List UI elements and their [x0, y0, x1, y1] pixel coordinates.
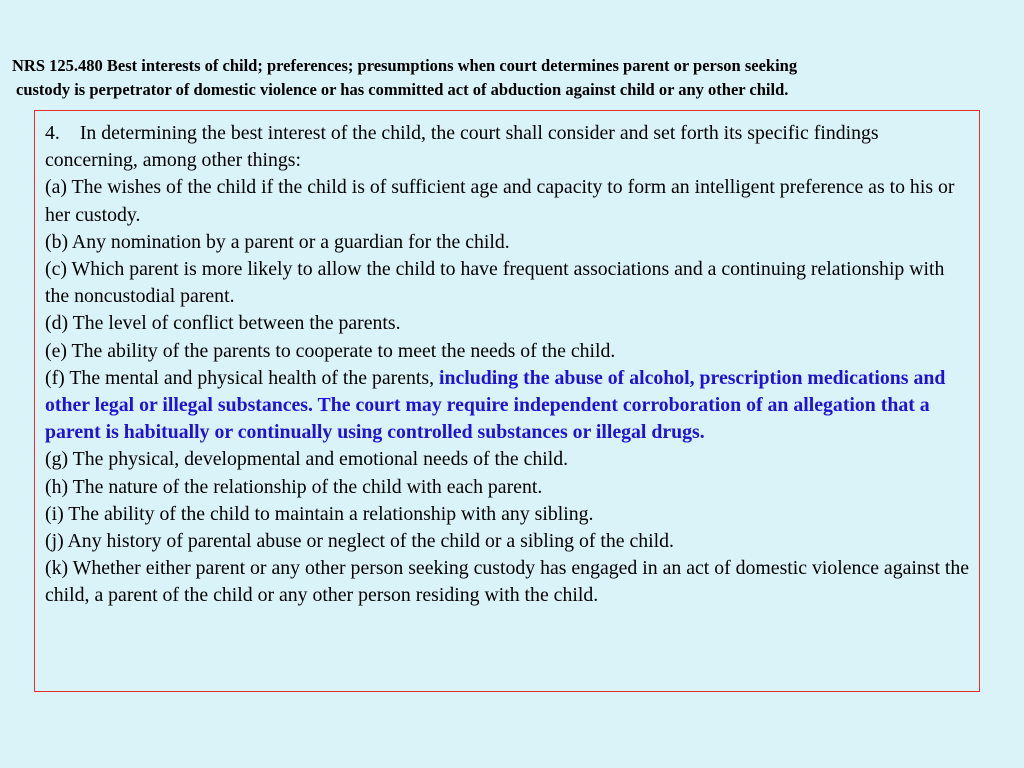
- item-d: (d) The level of conflict between the parents.: [45, 312, 401, 335]
- item-f-plain: (f) The mental and physical health of the parents,: [45, 366, 440, 389]
- item-f: [45, 365, 971, 447]
- item-j: (j) Any history of parental abuse or neglect of the child or a sibling of the child.: [45, 530, 674, 553]
- item-k: (k) Whether either parent or any other person seeking custody has engaged in an act of domestic violence against the child, a parent of the child or any other person residing with the child.: [45, 557, 970, 607]
- statute-heading-line-2: custody is perpetrator of domestic violence or has committed act of abduction against child or any other child.: [16, 80, 789, 99]
- intro-number: 4.: [45, 122, 60, 144]
- item-g: (g) The physical, developmental and emotional needs of the child.: [45, 448, 569, 471]
- item-f-emphasis: including the abuse of alcohol, prescription medications and other legal or illegal substances. The court may require independent corroboration of an allegation that a parent is habitually or continually using controlled substances or illegal drugs.: [45, 366, 946, 444]
- item-e: (e) The ability of the parents to cooperate to meet the needs of the child.: [45, 339, 616, 362]
- item-i: (i) The ability of the child to maintain a relationship with any sibling.: [45, 502, 594, 525]
- intro-paragraph: [45, 120, 971, 174]
- statute-text-box: [34, 110, 980, 692]
- statute-heading: [12, 54, 1012, 102]
- item-a: (a) The wishes of the child if the child is of sufficient age and capacity to form an intelligent preference as to his or her custody.: [45, 176, 955, 226]
- statute-heading-line-1: NRS 125.480 Best interests of child; preferences; presumptions when court determines parent or person seeking: [12, 56, 798, 75]
- item-h: (h) The nature of the relationship of the child with each parent.: [45, 475, 543, 498]
- item-c: (c) Which parent is more likely to allow the child to have frequent associations and a continuing relationship with the noncustodial parent.: [45, 258, 945, 308]
- intro-text: In determining the best interest of the child, the court shall consider and set forth its specific findings concerning, among other things:: [45, 122, 879, 172]
- item-b: (b) Any nomination by a parent or a guardian for the child.: [45, 230, 510, 253]
